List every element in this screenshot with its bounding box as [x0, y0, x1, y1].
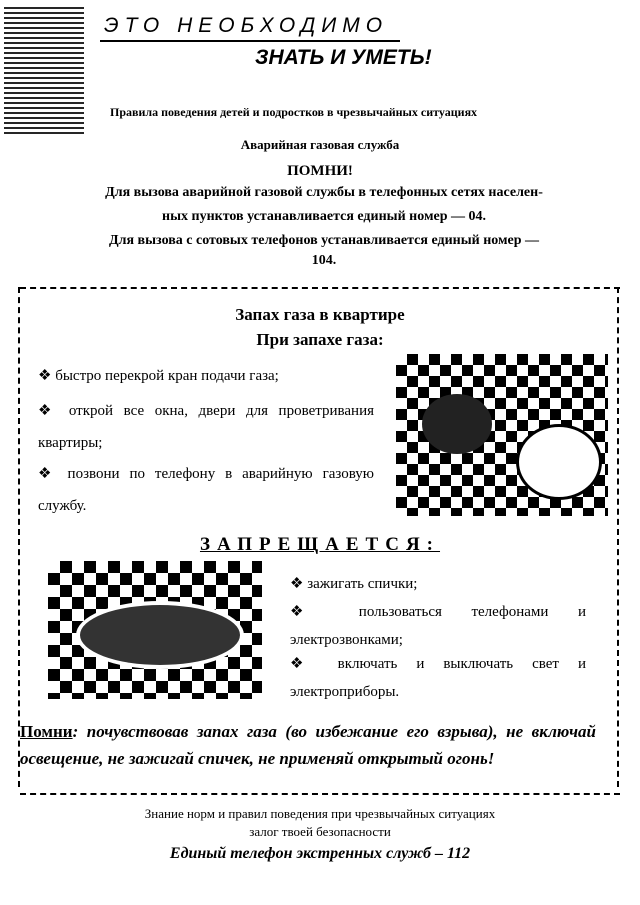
- section-subtitle-gas-smell: При запахе газа:: [256, 330, 384, 349]
- header-title: ЗНАТЬ И УМЕТЬ!: [255, 46, 432, 69]
- forbidden-item-1: ❖ зажигать спички;: [290, 576, 418, 592]
- info-line-3: Для вызова с сотовых телефонов устанавливается единый номер —: [108, 233, 540, 248]
- emergency-phone: Единый телефон экстренных служб – 112: [169, 845, 471, 862]
- kitchen-stove-image: [396, 354, 608, 516]
- forbidden-item-2: ❖ пользоваться телефонами и электрозвонками;: [290, 604, 586, 648]
- footer-line-1: Знание норм и правил поведения при чрезвычайных ситуациях: [144, 806, 496, 821]
- footer-line-2: залог твоей безопасности: [249, 824, 391, 839]
- pomni-heading: ПОМНИ!: [287, 163, 353, 179]
- action-item-2: ❖ открой все окна, двери для проветривания квартиры;: [38, 403, 374, 451]
- warning-body: : почувствовав запах газа (во избежание его взрыва), не включай освещение, не зажигай спичек, не применяй открытый огонь!: [20, 722, 596, 768]
- header-top-line: ЭТО НЕОБХОДИМО: [104, 14, 389, 37]
- forbidden-heading: ЗАПРЕЩАЕТСЯ:: [199, 534, 441, 555]
- section-title-gas-smell: Запах газа в квартире: [235, 305, 405, 324]
- action-item-1: ❖ быстро перекрой кран подачи газа;: [38, 368, 279, 384]
- divider-bottom: [20, 793, 620, 795]
- info-line-1: Для вызова аварийной газовой службы в телефонных сетях населен-: [105, 185, 543, 200]
- warning-lead: Помни: [20, 722, 73, 741]
- info-line-4: 104.: [311, 253, 337, 268]
- divider: [20, 287, 620, 289]
- section-title-gas-service: Аварийная газовая служба: [240, 137, 400, 152]
- forbidden-item-3: ❖ включать и выключать свет и электроприборы.: [290, 656, 586, 700]
- gas-burner-image: [48, 561, 262, 699]
- action-item-3: ❖ позвони по телефону в аварийную газовую службу.: [38, 466, 374, 514]
- header-subtitle: Правила поведения детей и подростков в чрезвычайных ситуациях: [110, 105, 478, 119]
- logo-image: [4, 6, 84, 134]
- header-rule: [100, 40, 400, 42]
- info-line-2: ных пунктов устанавливается единый номер — 04.: [162, 209, 486, 224]
- warning-text: [20, 718, 596, 772]
